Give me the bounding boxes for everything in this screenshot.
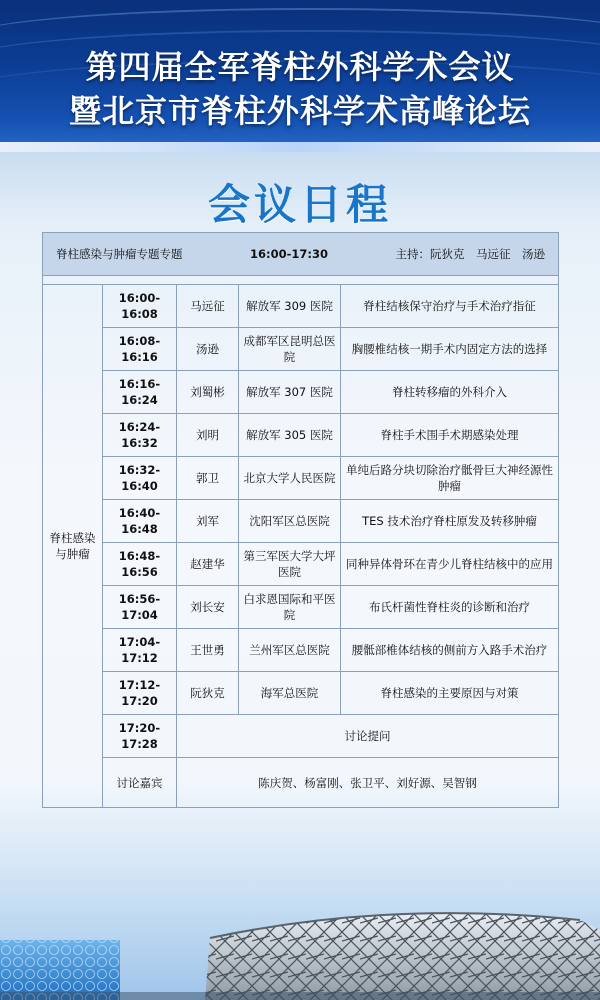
table-row [43, 500, 559, 543]
conference-title-line1: 第四届全军脊柱外科学术会议 [85, 48, 515, 86]
table-row [43, 457, 559, 500]
row-hospital: 北京大学人民医院 [239, 457, 341, 500]
guests-names: 陈庆贺、杨富刚、张卫平、刘好源、吴智钢 [177, 758, 559, 808]
row-speaker: 阮狄克 [177, 672, 239, 715]
schedule-title: 会议日程 [207, 180, 392, 229]
table-row [43, 672, 559, 715]
table-row [43, 586, 559, 629]
row-time: 16:24-16:32 [103, 414, 177, 457]
session-chairs: 主持：阮狄克 马远征 汤逊 [395, 247, 546, 261]
row-speaker: 马远征 [177, 285, 239, 328]
row-speaker: 刘长安 [177, 586, 239, 629]
discussion-row [43, 715, 559, 758]
table-row [43, 285, 559, 328]
row-hospital: 第三军医大学大坪医院 [239, 543, 341, 586]
table-row [43, 543, 559, 586]
row-time: 16:56-17:04 [103, 586, 177, 629]
row-topic: 布氏杆菌性脊柱炎的诊断和治疗 [341, 586, 559, 629]
row-speaker: 郭卫 [177, 457, 239, 500]
guests-row [43, 758, 559, 808]
row-topic: 脊柱结核保守治疗与手术治疗指征 [341, 285, 559, 328]
row-speaker: 赵建华 [177, 543, 239, 586]
row-topic: 脊柱感染的主要原因与对策 [341, 672, 559, 715]
row-topic: 同种异体骨环在青少儿脊柱结核中的应用 [341, 543, 559, 586]
row-time: 16:48-16:56 [103, 543, 177, 586]
row-topic: 胸腰椎结核一期手术内固定方法的选择 [341, 328, 559, 371]
row-speaker: 刘明 [177, 414, 239, 457]
row-hospital: 成都军区昆明总医院 [239, 328, 341, 371]
row-time: 16:40-16:48 [103, 500, 177, 543]
guests-label: 讨论嘉宾 [103, 758, 177, 808]
header-banner [0, 0, 600, 152]
row-hospital: 沈阳军区总医院 [239, 500, 341, 543]
row-time: 17:12-17:20 [103, 672, 177, 715]
birds-nest-stadium-icon [205, 913, 600, 1000]
session-time: 16:00-17:30 [250, 247, 329, 261]
row-hospital: 海军总医院 [239, 672, 341, 715]
row-topic: 单纯后路分块切除治疗骶骨巨大神经源性肿瘤 [341, 457, 559, 500]
session-name: 脊柱感染与肿瘤专题专题 [56, 247, 183, 261]
row-topic: 腰骶部椎体结核的侧前方入路手术治疗 [341, 629, 559, 672]
row-hospital: 解放军 307 医院 [239, 371, 341, 414]
schedule-table [42, 232, 559, 808]
banner-sheen [0, 142, 600, 152]
row-speaker: 刘蜀彬 [177, 371, 239, 414]
row-hospital: 解放军 309 医院 [239, 285, 341, 328]
row-speaker: 汤逊 [177, 328, 239, 371]
discussion-label: 讨论提问 [177, 715, 559, 758]
session-header-row [43, 233, 559, 276]
row-hospital: 白求恩国际和平医院 [239, 586, 341, 629]
stadium-scenery-illustration [0, 860, 600, 1000]
session-label: 脊柱感染与肿瘤 [43, 285, 103, 808]
row-topic: 脊柱手术围手术期感染处理 [341, 414, 559, 457]
table-row [43, 371, 559, 414]
row-time: 16:08-16:16 [103, 328, 177, 371]
row-hospital: 兰州军区总医院 [239, 629, 341, 672]
discussion-time: 17:20-17:28 [103, 715, 177, 758]
table-row [43, 328, 559, 371]
row-topic: 脊柱转移瘤的外科介入 [341, 371, 559, 414]
row-time: 17:04-17:12 [103, 629, 177, 672]
table-row [43, 414, 559, 457]
conference-title-line2: 暨北京市脊柱外科学术高峰论坛 [68, 92, 531, 130]
row-speaker: 王世勇 [177, 629, 239, 672]
row-topic: TES 技术治疗脊柱原发及转移肿瘤 [341, 500, 559, 543]
row-time: 16:16-16:24 [103, 371, 177, 414]
ground-strip [0, 992, 600, 1000]
header-spacer [43, 276, 559, 285]
water-cube-icon [0, 940, 120, 1000]
row-speaker: 刘军 [177, 500, 239, 543]
row-time: 16:00-16:08 [103, 285, 177, 328]
row-hospital: 解放军 305 医院 [239, 414, 341, 457]
row-time: 16:32-16:40 [103, 457, 177, 500]
table-row [43, 629, 559, 672]
